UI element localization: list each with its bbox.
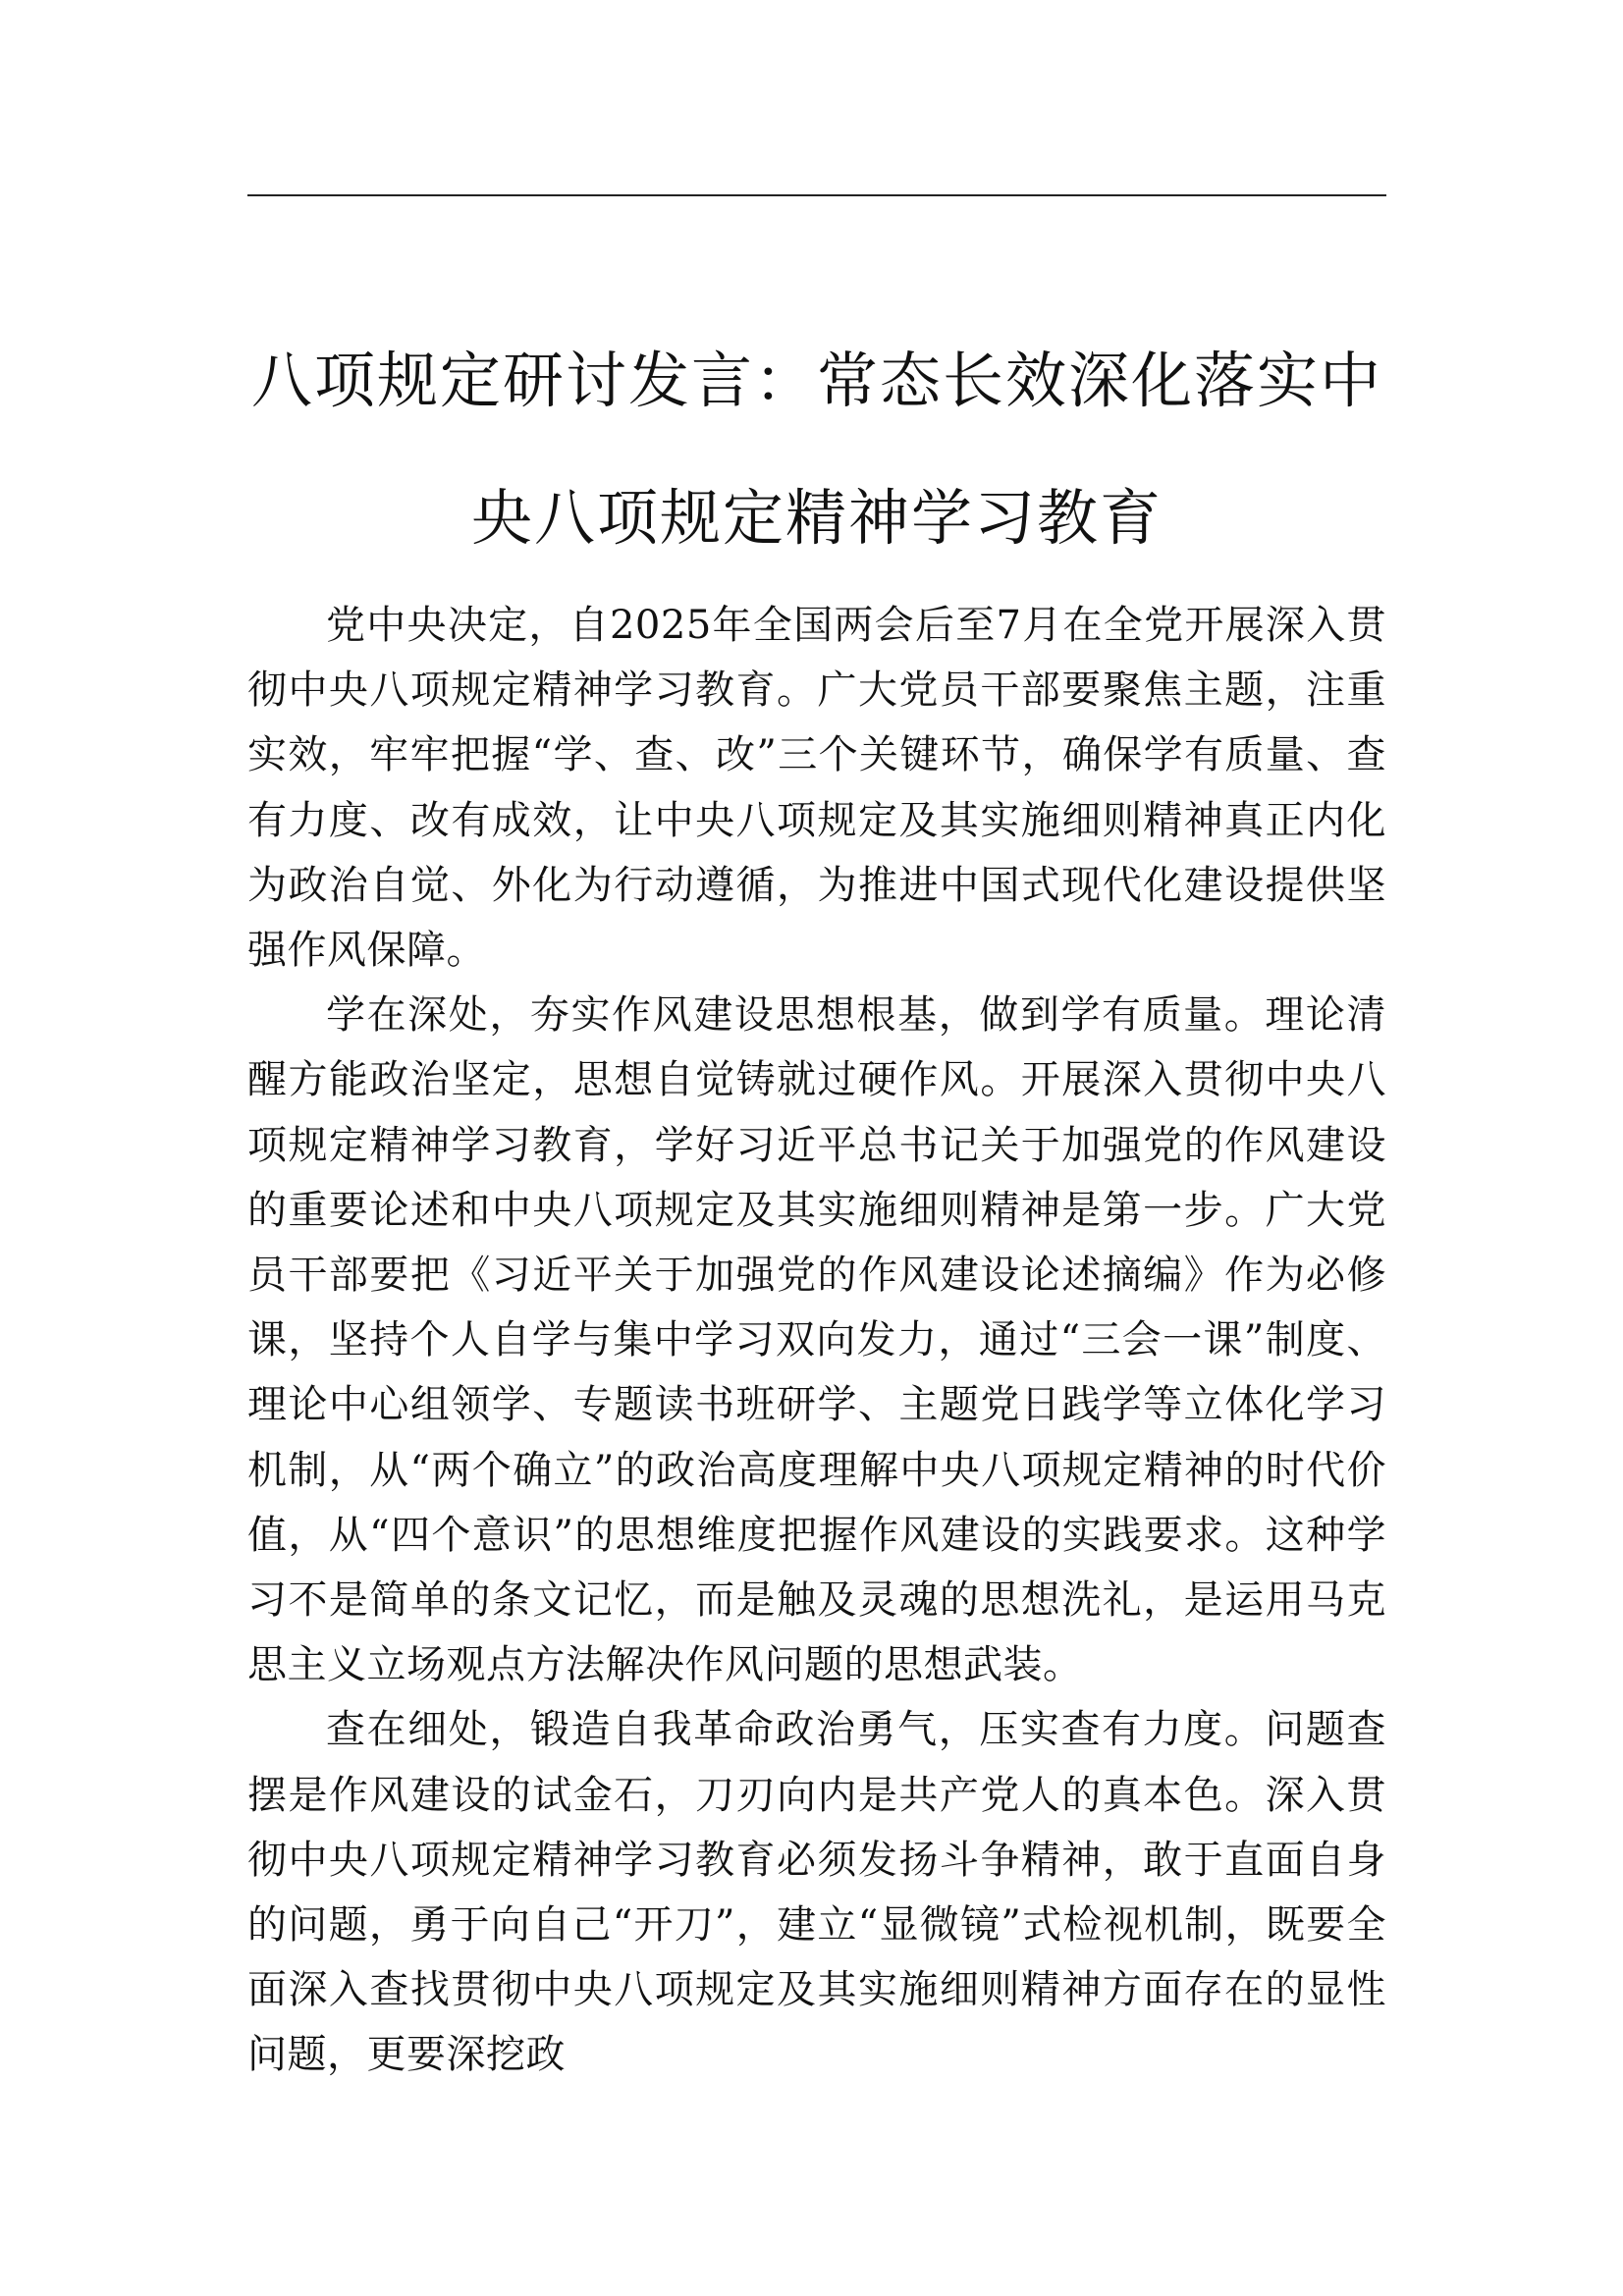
header-rule	[247, 194, 1386, 196]
document-title	[247, 312, 1386, 587]
paragraph-study: 学在深处，夯实作风建设思想根基，做到学有质量。理论清醒方能政治坚定，思想自觉铸就过硬作风。开展深入贯彻中央八项规定精神学习教育，学好习近平总书记关于加强党的作风建设的重要论述和中央八项规定及其实施细则精神是第一步。广大党员干部要把《习近平关于加强党的作风建设论述摘编》作为必修课，坚持个人自学与集中学习双向发力，通过“三会一课”制度、理论中心组领学、专题读书班研学、主题党日践学等立体化学习机制，从“两个确立”的政治高度理解中央八项规定精神的时代价值，从“四个意识”的思想维度把握作风建设的实践要求。这种学习不是简单的条文记忆，而是触及灵魂的思想洗礼，是运用马克思主义立场观点方法解决作风问题的思想武装。	[247, 992, 1386, 1688]
paragraph-intro: 党中央决定，自2025年全国两会后至7月在全党开展深入贯彻中央八项规定精神学习教育。广大党员干部要聚焦主题，注重实效，牢牢把握“学、查、改”三个关键环节，确保学有质量、查有力度、改有成效，让中央八项规定及其实施细则精神真正内化为政治自觉、外化为行动遵循，为推进中国式现代化建设提供坚强作风保障。	[247, 603, 1386, 974]
document-body	[247, 593, 1386, 2088]
title-line-1: 八项规定研讨发言：常态长效深化落实中	[250, 345, 1382, 416]
paragraph-inspect: 查在细处，锻造自我革命政治勇气，压实查有力度。问题查摆是作风建设的试金石，刀刃向内是共产党人的真本色。深入贯彻中央八项规定精神学习教育必须发扬斗争精神，敢于直面自身的问题，勇于向自己“开刀”，建立“显微镜”式检视机制，既要全面深入查找贯彻中央八项规定及其实施细则精神方面存在的显性问题，更要深挖政	[247, 1707, 1386, 2078]
title-line-2: 央八项规定精神学习教育	[470, 482, 1163, 554]
